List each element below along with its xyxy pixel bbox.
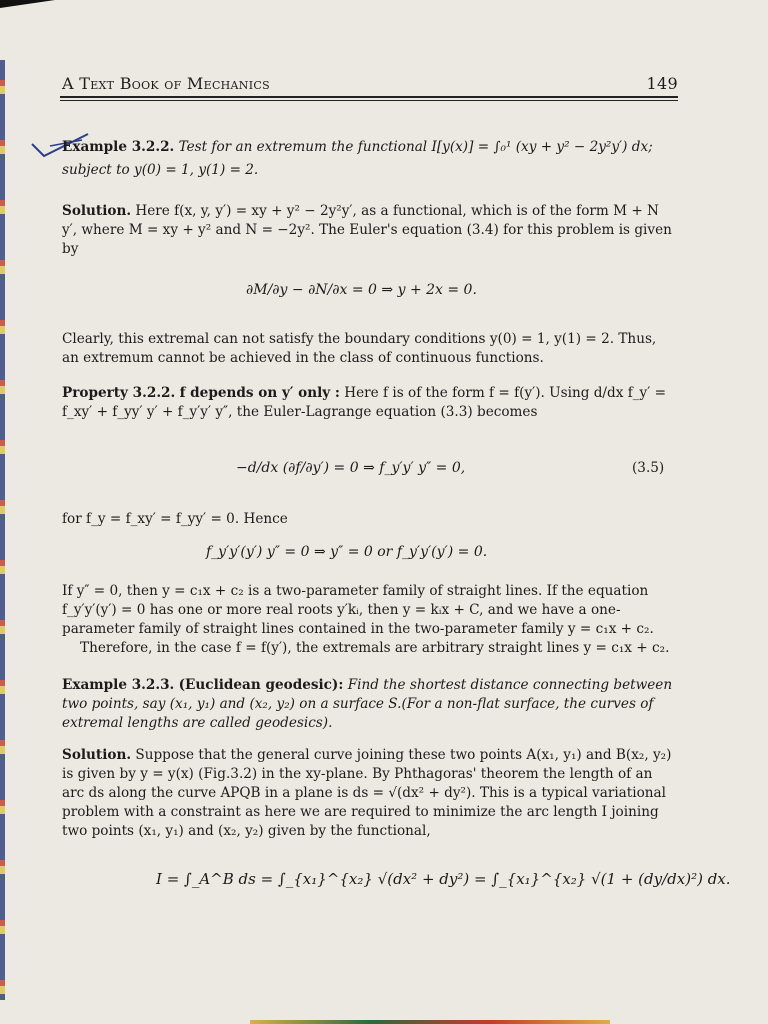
example-3-2-3 xyxy=(62,676,674,733)
example-label: Example 3.2.2. xyxy=(62,139,175,155)
euler-equation: ∂M/∂y − ∂N/∂x = 0 ⇒ y + 2x = 0. xyxy=(246,282,477,298)
example2-statement: Find the shortest distance connecting between two points, say (x₁, y₁) and (x₂, y₂) on a surface S.(For a non-flat surface, the curves of extremal lengths are called geodesics). xyxy=(62,677,673,731)
solution2-text: Suppose that the general curve joining these two points A(x₁, y₁) and B(x₂, y₂) is given by y = y(x) (Fig.3.2) in the xy-plane. By Phthagoras' theorem the length of an arc ds along the curve APQB in a plane is ds = √(dx² + dy²). This is a typical variational problem with a constraint as here we are required to minimize the arc length I joining two points (x₁, y₁) and (x₂, y₂) given by the functional, xyxy=(62,747,672,839)
property-3-2-2 xyxy=(62,384,674,422)
solution-2 xyxy=(62,746,674,841)
solution-label: Solution. xyxy=(62,203,132,219)
solution2-label: Solution. xyxy=(62,747,132,763)
equation-3-5: −d/dx (∂f/∂y′) = 0 ⇒ f_y′y′ y″ = 0, xyxy=(236,460,466,476)
solution-1 xyxy=(62,202,674,259)
property-paragraphs xyxy=(62,582,674,658)
header-rule xyxy=(60,96,678,98)
example-3-2-2 xyxy=(62,138,674,180)
example2-label: Example 3.2.3. xyxy=(62,677,175,693)
property-label: Property 3.2.2. xyxy=(62,385,176,401)
equation-hence: f_y′y′(y′) y″ = 0 ⇒ y″ = 0 or f_y′y′(y′) = 0. xyxy=(206,544,488,560)
running-head xyxy=(62,74,678,93)
property-para-1: If y″ = 0, then y = c₁x + c₂ is a two-parameter family of straight lines. If the equation f_y′y′(y′) = 0 has one or more real roots y′kᵢ, then y = kᵢx + C, and we have a one-parameter family of straight lines contained in the two-parameter family y = c₁x + c₂. xyxy=(62,583,654,637)
book-title: A Text Book of Mechanics xyxy=(62,74,270,93)
arc-length-functional: I = ∫_A^B ds = ∫_{x₁}^{x₂} √(dx² + dy²) = ∫_{x₁}^{x₂} √(1 + (dy/dx)²) dx. xyxy=(156,870,731,888)
solution-1-conclusion xyxy=(62,330,674,368)
example2-title: (Euclidean geodesic): xyxy=(178,677,344,693)
example-condition: subject to y(0) = 1, y(1) = 2. xyxy=(62,162,259,178)
property-para-2: Therefore, in the case f = f(y′), the extremals are arbitrary straight lines y = c₁x + c₂. xyxy=(80,640,670,656)
property-title: f depends on y′ only : xyxy=(179,385,340,401)
solution-text: Here f(x, y, y′) = xy + y² − 2y²y′, as a functional, which is of the form M + N y′, where M = xy + y² and N = −2y². The Euler's equation (3.4) for this problem is given by xyxy=(62,203,672,257)
header-rule-thin xyxy=(60,100,678,101)
equation-number: (3.5) xyxy=(632,460,665,476)
conclusion-text: Clearly, this extremal can not satisfy the boundary conditions y(0) = 1, y(1) = 2. Thus, an extremum cannot be achieved in the class of continuous functions. xyxy=(62,331,657,366)
example-statement: Test for an extremum the functional I[y(x)] = ∫₀¹ (xy + y² − 2y²y′) dx; xyxy=(178,139,653,155)
property-text: Here f is of the form f = f(y′). Using d/dx f_y′ = f_xy′ + f_yy′ y′ + f_y′y′ y″, the Euler-Lagrange equation (3.3) becomes xyxy=(62,385,666,420)
property-after-text: for f_y = f_xy′ = f_yy′ = 0. Hence xyxy=(62,511,288,527)
property-after xyxy=(62,510,674,529)
page-number: 149 xyxy=(646,74,678,93)
